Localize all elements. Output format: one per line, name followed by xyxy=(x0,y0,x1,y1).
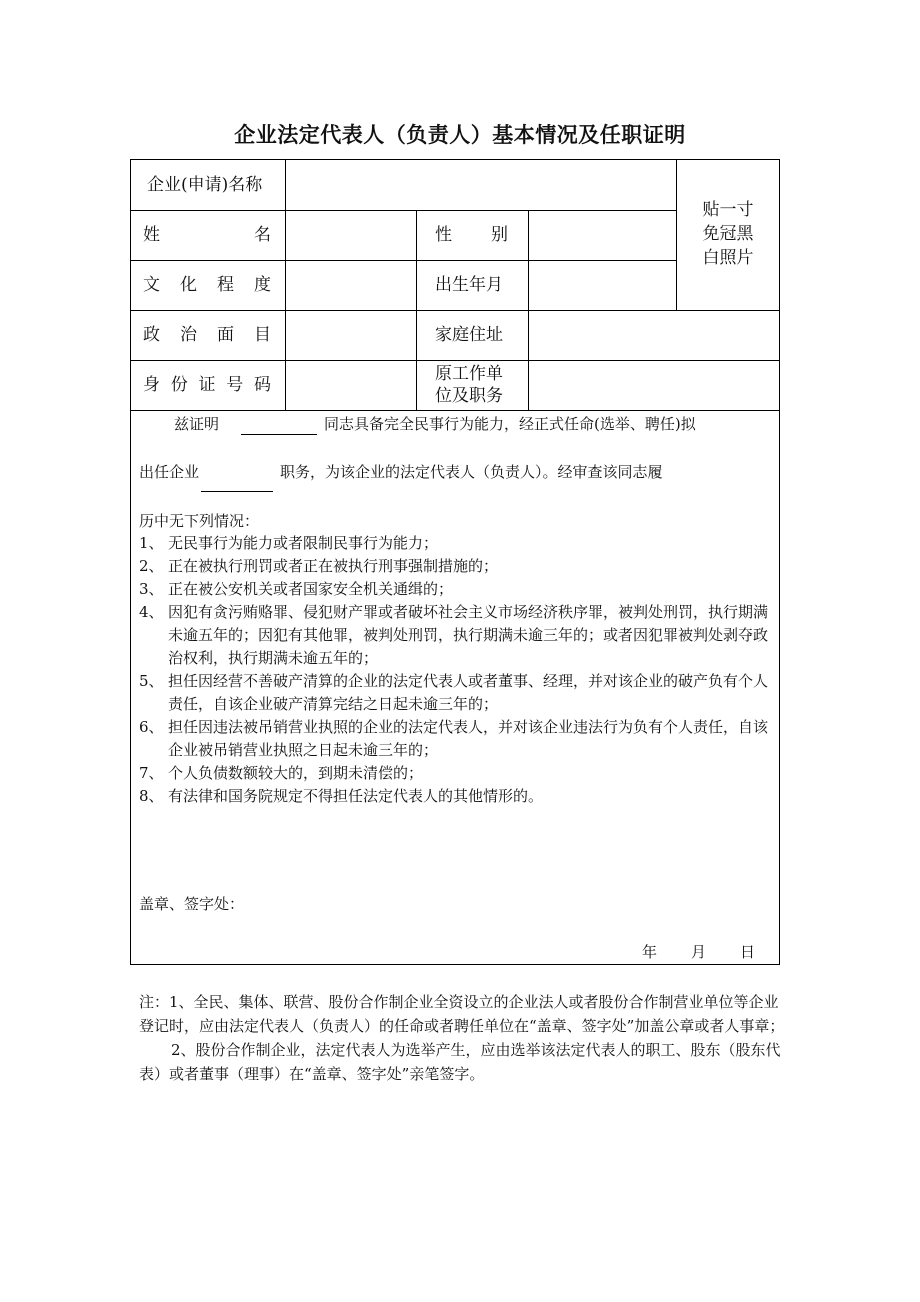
company-name-label: 企业(申请)名称 xyxy=(147,175,263,195)
birth-field[interactable] xyxy=(529,260,676,310)
notes-section xyxy=(139,990,787,1086)
id-number-field[interactable] xyxy=(286,360,416,410)
education-label: 文 化 程 度 xyxy=(143,275,271,295)
note-1: 注：1、全民、集体、联营、股份合作制企业全资设立的企业法人或者股份合作制营业单位等企业登记时，应由法定代表人（负责人）的任命或者聘任单位在“盖章、签字处”加盖公章或者人事章； xyxy=(139,993,785,1035)
list-item: 5、 担任因经营不善破产清算的企业的法定代表人或者董事、经理，并对该企业的破产负有个人责任，自该企业破产清算完结之日起未逾三年的； xyxy=(139,672,769,713)
list-item: 8、 有法律和国务院规定不得担任法定代表人的其他情形的。 xyxy=(139,787,544,805)
gender-label: 性 别 xyxy=(435,225,508,245)
date-year: 年 xyxy=(641,943,657,961)
document-title: 企业法定代表人（负责人）基本情况及任职证明 xyxy=(234,122,686,147)
former-job-label: 原工作单 位及职务 xyxy=(435,364,503,406)
list-item: 6、 担任因违法被吊销营业执照的企业的法定代表人，并对该企业违法行为负有个人责任，自该企业被吊销营业执照之日起未逾三年的； xyxy=(139,718,769,759)
id-number-label: 身 份 证 号 码 xyxy=(143,375,271,395)
date-day: 日 xyxy=(739,943,755,961)
political-field[interactable] xyxy=(286,310,416,360)
list-item: 1、 无民事行为能力或者限制民事行为能力； xyxy=(139,534,439,552)
education-field[interactable] xyxy=(286,260,416,310)
date-line xyxy=(642,941,755,962)
conditions-list xyxy=(139,532,774,808)
address-field[interactable] xyxy=(529,310,780,360)
person-name-blank[interactable] xyxy=(241,412,317,435)
form-table xyxy=(130,159,780,965)
signature-area-label: 盖章、签字处： xyxy=(139,895,245,913)
date-month: 月 xyxy=(690,943,706,961)
list-item: 4、 因犯有贪污贿赂罪、侵犯财产罪或者破坏社会主义市场经济秩序罪，被判处刑罚，执行期满未逾五年的；因犯有其他罪，被判处刑罚，执行期满未逾三年的；或者因犯罪被判处剥夺政治权利，执行期满未逾五年的； xyxy=(139,603,769,667)
gender-field[interactable] xyxy=(529,210,676,260)
address-label: 家庭住址 xyxy=(435,325,503,345)
certify-line-1: 兹证明 同志具备完全民事行为能力，经正式任命(选举、聘任)拟 xyxy=(174,412,696,435)
name-field[interactable] xyxy=(286,210,416,260)
certify-line-3: 历中无下列情况： xyxy=(139,512,260,530)
note-2: 2、股份合作制企业，法定代表人为选举产生，应由选举该法定代表人的职工、股东（股东代表）或者董事（理事）在“盖章、签字处”亲笔签字。 xyxy=(139,1041,781,1083)
position-blank[interactable] xyxy=(201,469,273,492)
photo-placeholder: 贴一寸 免冠黑 白照片 xyxy=(702,200,754,268)
list-item: 7、 个人负债数额较大的，到期未清偿的； xyxy=(139,764,424,782)
birth-label: 出生年月 xyxy=(435,275,503,295)
political-label: 政 治 面 目 xyxy=(143,325,271,345)
certify-line-2: 出任企业 职务，为该企业的法定代表人（负责人）。经审查该同志履 xyxy=(139,460,663,483)
row-divider xyxy=(131,410,780,411)
company-name-field[interactable] xyxy=(286,160,676,210)
list-item: 2、 正在被执行刑罚或者正在被执行刑事强制措施的； xyxy=(139,557,499,575)
name-label: 姓 名 xyxy=(143,225,271,245)
former-job-field[interactable] xyxy=(529,360,780,410)
list-item: 3、 正在被公安机关或者国家安全机关通缉的； xyxy=(139,580,454,598)
